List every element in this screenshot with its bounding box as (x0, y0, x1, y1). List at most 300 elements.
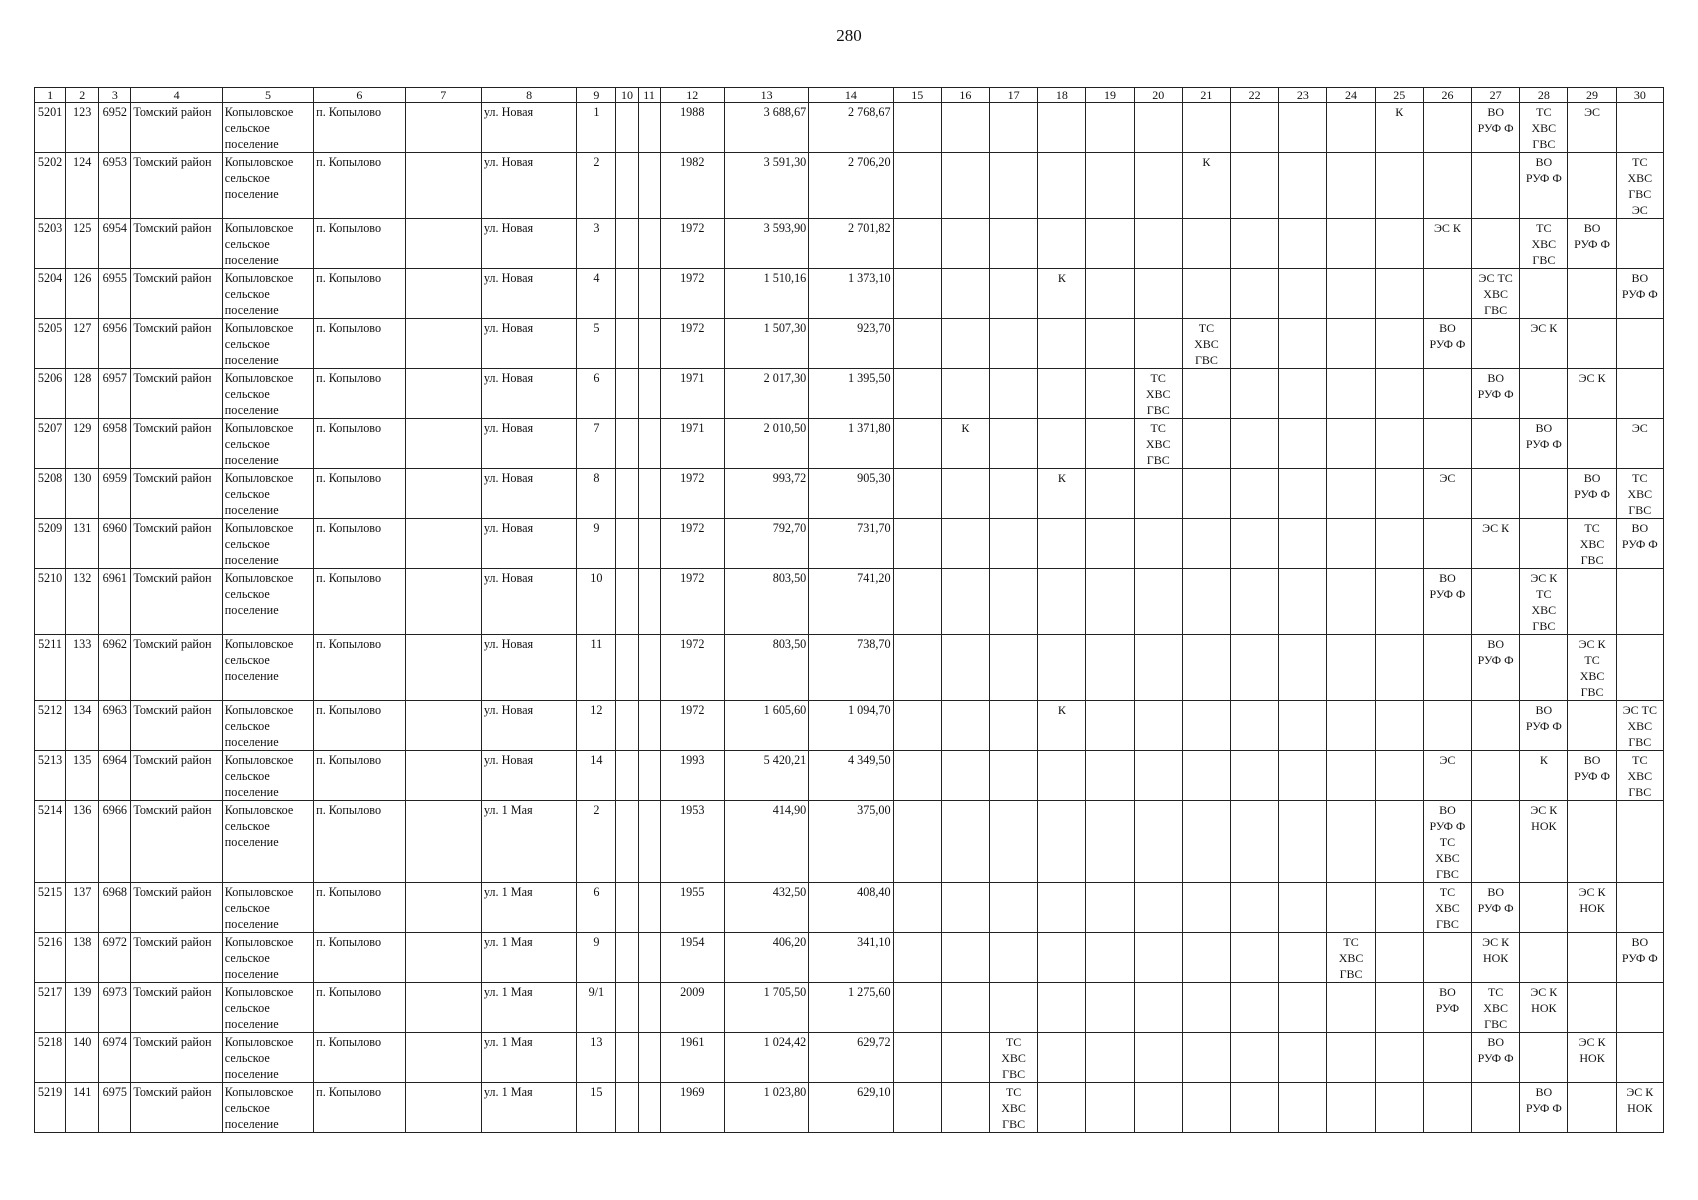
cell-col-27 (1472, 219, 1520, 269)
cell-col-1: 5208 (35, 469, 66, 519)
cell-col-20 (1134, 701, 1182, 751)
cell-col-24 (1327, 569, 1375, 635)
cell-col-12: 1972 (660, 219, 724, 269)
cell-col-22 (1231, 933, 1279, 983)
cell-col-12: 1971 (660, 369, 724, 419)
cell-col-29 (1568, 701, 1616, 751)
cell-col-9: 9 (577, 933, 616, 983)
cell-col-17 (990, 519, 1038, 569)
cell-col-12: 1972 (660, 269, 724, 319)
cell-col-27 (1472, 419, 1520, 469)
cell-col-13: 1 024,42 (724, 1033, 808, 1083)
cell-col-18 (1038, 519, 1086, 569)
cell-col-17 (990, 751, 1038, 801)
cell-col-6: п. Копылово (314, 1083, 405, 1133)
cell-col-6: п. Копылово (314, 269, 405, 319)
cell-col-14: 731,70 (809, 519, 893, 569)
cell-col-20 (1134, 519, 1182, 569)
cell-col-28 (1520, 933, 1568, 983)
cell-col-9: 9/1 (577, 983, 616, 1033)
column-header-24: 24 (1327, 88, 1375, 103)
column-header-14: 14 (809, 88, 893, 103)
cell-col-27 (1472, 319, 1520, 369)
cell-col-21 (1182, 751, 1230, 801)
cell-col-15 (893, 1033, 941, 1083)
cell-col-6: п. Копылово (314, 469, 405, 519)
cell-col-25 (1375, 751, 1423, 801)
cell-col-14: 629,10 (809, 1083, 893, 1133)
cell-col-14: 408,40 (809, 883, 893, 933)
cell-col-3: 6973 (99, 983, 131, 1033)
cell-col-9: 3 (577, 219, 616, 269)
cell-col-16 (941, 369, 989, 419)
cell-col-18 (1038, 801, 1086, 883)
column-header-21: 21 (1182, 88, 1230, 103)
cell-col-6: п. Копылово (314, 701, 405, 751)
cell-col-13: 803,50 (724, 569, 808, 635)
cell-col-12: 1955 (660, 883, 724, 933)
cell-col-16 (941, 801, 989, 883)
cell-col-1: 5210 (35, 569, 66, 635)
cell-col-30 (1616, 635, 1663, 701)
cell-col-28: ВО РУФ Ф (1520, 419, 1568, 469)
cell-col-4: Томский район (131, 103, 222, 153)
cell-col-8: ул. 1 Мая (481, 983, 576, 1033)
cell-col-17 (990, 103, 1038, 153)
cell-col-5: Копыловское сельское поселение (222, 319, 313, 369)
cell-col-22 (1231, 751, 1279, 801)
cell-col-18 (1038, 369, 1086, 419)
cell-col-16 (941, 1033, 989, 1083)
cell-col-2: 123 (66, 103, 99, 153)
cell-col-18: К (1038, 701, 1086, 751)
cell-col-15 (893, 269, 941, 319)
cell-col-1: 5217 (35, 983, 66, 1033)
cell-col-10 (616, 751, 638, 801)
cell-col-7 (405, 569, 481, 635)
cell-col-10 (616, 319, 638, 369)
column-header-8: 8 (481, 88, 576, 103)
table-row (35, 933, 1664, 983)
cell-col-3: 6960 (99, 519, 131, 569)
cell-col-9: 14 (577, 751, 616, 801)
cell-col-28: ТС ХВС ГВС (1520, 219, 1568, 269)
cell-col-13: 1 605,60 (724, 701, 808, 751)
cell-col-24 (1327, 103, 1375, 153)
cell-col-16 (941, 883, 989, 933)
cell-col-4: Томский район (131, 701, 222, 751)
cell-col-20 (1134, 569, 1182, 635)
cell-col-3: 6957 (99, 369, 131, 419)
cell-col-14: 2 768,67 (809, 103, 893, 153)
column-header-18: 18 (1038, 88, 1086, 103)
cell-col-28: ЭС К ТС ХВС ГВС (1520, 569, 1568, 635)
cell-col-16 (941, 469, 989, 519)
cell-col-8: ул. Новая (481, 569, 576, 635)
cell-col-2: 141 (66, 1083, 99, 1133)
cell-col-30 (1616, 569, 1663, 635)
cell-col-8: ул. 1 Мая (481, 801, 576, 883)
cell-col-7 (405, 983, 481, 1033)
cell-col-24 (1327, 1033, 1375, 1083)
cell-col-11 (638, 983, 660, 1033)
cell-col-11 (638, 569, 660, 635)
cell-col-28: ТС ХВС ГВС (1520, 103, 1568, 153)
cell-col-27 (1472, 153, 1520, 219)
cell-col-10 (616, 701, 638, 751)
cell-col-29: ЭС К НОК (1568, 1033, 1616, 1083)
cell-col-26: ВО РУФ Ф (1423, 319, 1471, 369)
cell-col-2: 127 (66, 319, 99, 369)
cell-col-17 (990, 319, 1038, 369)
cell-col-5: Копыловское сельское поселение (222, 369, 313, 419)
cell-col-17 (990, 883, 1038, 933)
cell-col-8: ул. Новая (481, 319, 576, 369)
cell-col-12: 1954 (660, 933, 724, 983)
cell-col-29: ЭС К ТС ХВС ГВС (1568, 635, 1616, 701)
cell-col-19 (1086, 519, 1134, 569)
cell-col-15 (893, 1083, 941, 1133)
cell-col-7 (405, 269, 481, 319)
table-row (35, 1083, 1664, 1133)
cell-col-6: п. Копылово (314, 983, 405, 1033)
cell-col-19 (1086, 319, 1134, 369)
cell-col-20 (1134, 153, 1182, 219)
cell-col-27: ВО РУФ Ф (1472, 883, 1520, 933)
cell-col-2: 136 (66, 801, 99, 883)
cell-col-15 (893, 569, 941, 635)
cell-col-6: п. Копылово (314, 219, 405, 269)
cell-col-7 (405, 319, 481, 369)
cell-col-14: 4 349,50 (809, 751, 893, 801)
cell-col-16 (941, 569, 989, 635)
cell-col-26 (1423, 519, 1471, 569)
table-row (35, 801, 1664, 883)
cell-col-11 (638, 103, 660, 153)
cell-col-21 (1182, 635, 1230, 701)
cell-col-29 (1568, 933, 1616, 983)
cell-col-21: ТС ХВС ГВС (1182, 319, 1230, 369)
cell-col-15 (893, 701, 941, 751)
cell-col-6: п. Копылово (314, 419, 405, 469)
cell-col-2: 130 (66, 469, 99, 519)
table-row (35, 369, 1664, 419)
table-row (35, 319, 1664, 369)
cell-col-8: ул. Новая (481, 369, 576, 419)
cell-col-12: 1993 (660, 751, 724, 801)
cell-col-14: 1 395,50 (809, 369, 893, 419)
cell-col-18 (1038, 983, 1086, 1033)
cell-col-1: 5206 (35, 369, 66, 419)
cell-col-30 (1616, 103, 1663, 153)
cell-col-10 (616, 883, 638, 933)
column-header-20: 20 (1134, 88, 1182, 103)
cell-col-7 (405, 469, 481, 519)
cell-col-18 (1038, 635, 1086, 701)
cell-col-27 (1472, 751, 1520, 801)
cell-col-2: 132 (66, 569, 99, 635)
cell-col-25 (1375, 569, 1423, 635)
cell-col-8: ул. Новая (481, 219, 576, 269)
cell-col-17: ТС ХВС ГВС (990, 1033, 1038, 1083)
cell-col-30 (1616, 801, 1663, 883)
cell-col-19 (1086, 701, 1134, 751)
cell-col-14: 375,00 (809, 801, 893, 883)
cell-col-1: 5215 (35, 883, 66, 933)
cell-col-19 (1086, 469, 1134, 519)
cell-col-18 (1038, 1083, 1086, 1133)
cell-col-15 (893, 219, 941, 269)
cell-col-14: 741,20 (809, 569, 893, 635)
cell-col-16 (941, 1083, 989, 1133)
cell-col-3: 6966 (99, 801, 131, 883)
cell-col-1: 5212 (35, 701, 66, 751)
register-table (34, 87, 1664, 1133)
cell-col-10 (616, 635, 638, 701)
column-header-27: 27 (1472, 88, 1520, 103)
cell-col-23 (1279, 635, 1327, 701)
cell-col-21 (1182, 519, 1230, 569)
cell-col-10 (616, 469, 638, 519)
cell-col-6: п. Копылово (314, 369, 405, 419)
cell-col-29 (1568, 801, 1616, 883)
cell-col-2: 133 (66, 635, 99, 701)
cell-col-21 (1182, 219, 1230, 269)
cell-col-24 (1327, 883, 1375, 933)
cell-col-23 (1279, 751, 1327, 801)
cell-col-19 (1086, 103, 1134, 153)
cell-col-5: Копыловское сельское поселение (222, 1083, 313, 1133)
cell-col-19 (1086, 933, 1134, 983)
cell-col-26: ВО РУФ Ф ТС ХВС ГВС (1423, 801, 1471, 883)
cell-col-26 (1423, 103, 1471, 153)
cell-col-22 (1231, 983, 1279, 1033)
cell-col-30: ЭС К НОК (1616, 1083, 1663, 1133)
cell-col-25 (1375, 701, 1423, 751)
cell-col-15 (893, 369, 941, 419)
cell-col-15 (893, 419, 941, 469)
cell-col-20: ТС ХВС ГВС (1134, 419, 1182, 469)
cell-col-17 (990, 369, 1038, 419)
cell-col-30: ТС ХВС ГВС ЭС (1616, 153, 1663, 219)
cell-col-23 (1279, 883, 1327, 933)
cell-col-19 (1086, 801, 1134, 883)
cell-col-4: Томский район (131, 469, 222, 519)
cell-col-23 (1279, 219, 1327, 269)
cell-col-20 (1134, 219, 1182, 269)
cell-col-29: ВО РУФ Ф (1568, 219, 1616, 269)
cell-col-21 (1182, 369, 1230, 419)
cell-col-15 (893, 983, 941, 1033)
cell-col-23 (1279, 419, 1327, 469)
cell-col-28 (1520, 1033, 1568, 1083)
table-row (35, 219, 1664, 269)
cell-col-6: п. Копылово (314, 801, 405, 883)
cell-col-20 (1134, 983, 1182, 1033)
cell-col-15 (893, 519, 941, 569)
cell-col-7 (405, 883, 481, 933)
cell-col-6: п. Копылово (314, 519, 405, 569)
cell-col-7 (405, 1033, 481, 1083)
cell-col-13: 432,50 (724, 883, 808, 933)
cell-col-13: 792,70 (724, 519, 808, 569)
cell-col-30 (1616, 1033, 1663, 1083)
cell-col-5: Копыловское сельское поселение (222, 801, 313, 883)
cell-col-16 (941, 635, 989, 701)
cell-col-9: 1 (577, 103, 616, 153)
cell-col-10 (616, 1033, 638, 1083)
cell-col-6: п. Копылово (314, 751, 405, 801)
cell-col-8: ул. 1 Мая (481, 1083, 576, 1133)
cell-col-21 (1182, 469, 1230, 519)
cell-col-22 (1231, 319, 1279, 369)
table-row (35, 751, 1664, 801)
cell-col-4: Томский район (131, 635, 222, 701)
cell-col-27: ТС ХВС ГВС (1472, 983, 1520, 1033)
cell-col-7 (405, 751, 481, 801)
cell-col-29: ЭС К НОК (1568, 883, 1616, 933)
cell-col-25 (1375, 369, 1423, 419)
cell-col-11 (638, 269, 660, 319)
cell-col-2: 140 (66, 1033, 99, 1083)
cell-col-27: ЭС К НОК (1472, 933, 1520, 983)
column-header-16: 16 (941, 88, 989, 103)
cell-col-26: ТС ХВС ГВС (1423, 883, 1471, 933)
cell-col-14: 1 275,60 (809, 983, 893, 1033)
cell-col-26: ВО РУФ Ф (1423, 569, 1471, 635)
cell-col-19 (1086, 269, 1134, 319)
cell-col-2: 124 (66, 153, 99, 219)
cell-col-8: ул. 1 Мая (481, 1033, 576, 1083)
cell-col-21 (1182, 983, 1230, 1033)
cell-col-22 (1231, 569, 1279, 635)
cell-col-4: Томский район (131, 419, 222, 469)
cell-col-16: К (941, 419, 989, 469)
cell-col-20 (1134, 103, 1182, 153)
cell-col-3: 6964 (99, 751, 131, 801)
cell-col-24 (1327, 369, 1375, 419)
column-header-28: 28 (1520, 88, 1568, 103)
cell-col-21 (1182, 569, 1230, 635)
cell-col-1: 5213 (35, 751, 66, 801)
cell-col-27: ВО РУФ Ф (1472, 103, 1520, 153)
cell-col-30: ВО РУФ Ф (1616, 519, 1663, 569)
cell-col-11 (638, 469, 660, 519)
cell-col-26 (1423, 369, 1471, 419)
cell-col-7 (405, 219, 481, 269)
cell-col-24: ТС ХВС ГВС (1327, 933, 1375, 983)
cell-col-8: ул. Новая (481, 419, 576, 469)
cell-col-22 (1231, 519, 1279, 569)
cell-col-13: 2 017,30 (724, 369, 808, 419)
cell-col-28 (1520, 519, 1568, 569)
cell-col-24 (1327, 319, 1375, 369)
column-header-9: 9 (577, 88, 616, 103)
cell-col-7 (405, 419, 481, 469)
cell-col-10 (616, 419, 638, 469)
table-row (35, 419, 1664, 469)
cell-col-24 (1327, 219, 1375, 269)
cell-col-20 (1134, 1083, 1182, 1133)
cell-col-19 (1086, 751, 1134, 801)
cell-col-1: 5204 (35, 269, 66, 319)
cell-col-24 (1327, 469, 1375, 519)
column-header-22: 22 (1231, 88, 1279, 103)
cell-col-19 (1086, 883, 1134, 933)
cell-col-27: ВО РУФ Ф (1472, 635, 1520, 701)
cell-col-24 (1327, 419, 1375, 469)
cell-col-18 (1038, 219, 1086, 269)
cell-col-10 (616, 569, 638, 635)
cell-col-30 (1616, 219, 1663, 269)
cell-col-11 (638, 369, 660, 419)
cell-col-12: 1972 (660, 701, 724, 751)
cell-col-12: 1953 (660, 801, 724, 883)
cell-col-14: 1 373,10 (809, 269, 893, 319)
cell-col-26 (1423, 269, 1471, 319)
cell-col-6: п. Копылово (314, 635, 405, 701)
cell-col-21 (1182, 103, 1230, 153)
cell-col-24 (1327, 983, 1375, 1033)
cell-col-6: п. Копылово (314, 153, 405, 219)
cell-col-29: ТС ХВС ГВС (1568, 519, 1616, 569)
cell-col-22 (1231, 419, 1279, 469)
cell-col-28 (1520, 883, 1568, 933)
cell-col-19 (1086, 1083, 1134, 1133)
cell-col-30: ЭС (1616, 419, 1663, 469)
cell-col-7 (405, 103, 481, 153)
cell-col-12: 1972 (660, 319, 724, 369)
cell-col-23 (1279, 933, 1327, 983)
cell-col-14: 923,70 (809, 319, 893, 369)
cell-col-9: 5 (577, 319, 616, 369)
cell-col-19 (1086, 635, 1134, 701)
cell-col-10 (616, 519, 638, 569)
cell-col-5: Копыловское сельское поселение (222, 569, 313, 635)
cell-col-20 (1134, 933, 1182, 983)
cell-col-20 (1134, 635, 1182, 701)
column-header-3: 3 (99, 88, 131, 103)
cell-col-21 (1182, 883, 1230, 933)
cell-col-21 (1182, 801, 1230, 883)
cell-col-11 (638, 701, 660, 751)
cell-col-7 (405, 635, 481, 701)
cell-col-25 (1375, 801, 1423, 883)
cell-col-18 (1038, 1033, 1086, 1083)
cell-col-3: 6961 (99, 569, 131, 635)
cell-col-17 (990, 153, 1038, 219)
cell-col-9: 2 (577, 801, 616, 883)
column-header-2: 2 (66, 88, 99, 103)
cell-col-9: 8 (577, 469, 616, 519)
cell-col-25 (1375, 269, 1423, 319)
cell-col-23 (1279, 569, 1327, 635)
cell-col-4: Томский район (131, 269, 222, 319)
cell-col-4: Томский район (131, 1033, 222, 1083)
cell-col-28: ЭС К НОК (1520, 801, 1568, 883)
cell-col-25 (1375, 933, 1423, 983)
cell-col-8: ул. Новая (481, 519, 576, 569)
cell-col-20 (1134, 469, 1182, 519)
cell-col-28: ЭС К (1520, 319, 1568, 369)
cell-col-4: Томский район (131, 219, 222, 269)
cell-col-11 (638, 1083, 660, 1133)
cell-col-1: 5202 (35, 153, 66, 219)
cell-col-26: ВО РУФ (1423, 983, 1471, 1033)
table-row (35, 469, 1664, 519)
cell-col-12: 1972 (660, 635, 724, 701)
cell-col-2: 125 (66, 219, 99, 269)
